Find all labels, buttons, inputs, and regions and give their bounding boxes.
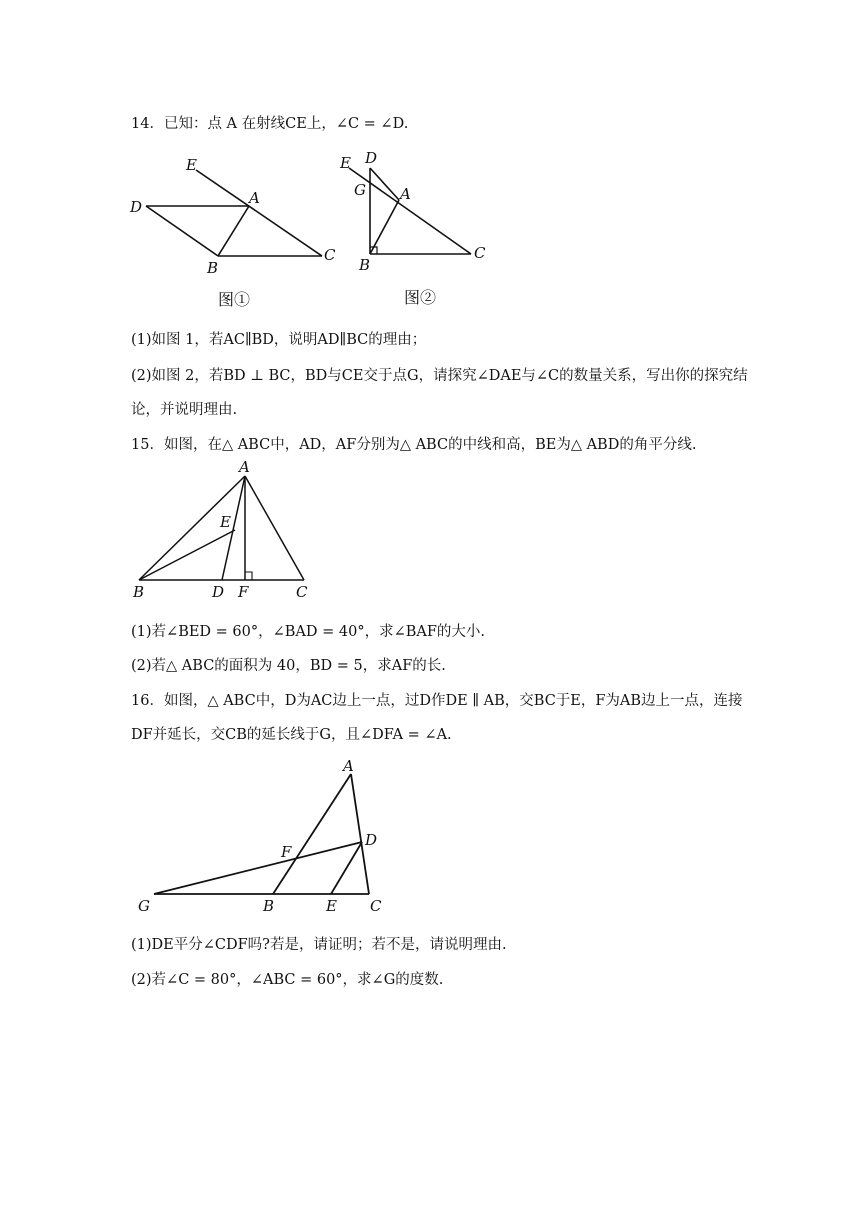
q14-part2-line1: (2)如图 2，若BD ⊥ BC，BD与CE交于点G，请探究∠DAE与∠C的数量关系，写出你的探究结 — [131, 368, 748, 384]
fig2-label-C: C — [474, 244, 486, 262]
fig2-caption: 图② — [404, 288, 437, 307]
q15-stem: 15．如图，在△ ABC中，AD，AF分别为△ ABC的中线和高，BE为△ ABD的角平分线. — [131, 437, 697, 453]
fig1-caption: 图① — [218, 290, 251, 309]
q14-part2-line2: 论，并说明理由. — [131, 402, 238, 418]
fig1-label-A: A — [249, 189, 260, 207]
fig1-label-D: D — [130, 198, 143, 216]
fig1-label-B: B — [207, 259, 219, 277]
fig16-label-C: C — [370, 897, 382, 915]
fig16-label-E: E — [326, 897, 337, 915]
q14-stem: 14．已知：点 A 在射线CE上，∠C = ∠D. — [131, 116, 409, 132]
fig15-label-E: E — [220, 513, 231, 531]
fig15-label-C: C — [296, 583, 308, 601]
fig15-label-F: F — [238, 583, 249, 601]
fig1-label-C: C — [324, 246, 336, 264]
fig15-label-D: D — [212, 583, 225, 601]
q15-part1: (1)若∠BED = 60°，∠BAD = 40°，求∠BAF的大小. — [131, 624, 486, 640]
fig16-label-F: F — [281, 843, 292, 861]
fig2-label-B: B — [359, 256, 371, 274]
fig15-label-A: A — [239, 458, 250, 476]
fig2-label-D: D — [365, 149, 378, 167]
fig16-label-D: D — [365, 831, 378, 849]
fig2-label-G: G — [354, 181, 366, 199]
q16-part2: (2)若∠C = 80°，∠ABC = 60°，求∠G的度数. — [131, 972, 444, 988]
fig2-label-E: E — [340, 154, 351, 172]
fig2-label-A: A — [400, 185, 411, 203]
fig15-label-B: B — [133, 583, 145, 601]
q15-part2: (2)若△ ABC的面积为 40，BD = 5，求AF的长. — [131, 658, 446, 674]
fig16-label-G: G — [138, 897, 150, 915]
fig1-label-E: E — [186, 156, 197, 174]
q16-stem-line2: DF并延长，交CB的延长线于G，且∠DFA = ∠A. — [131, 727, 452, 743]
q16-part1: (1)DE平分∠CDF吗?若是，请证明；若不是，请说明理由. — [131, 937, 507, 953]
q14-part1: (1)如图 1，若AC∥BD，说明AD∥BC的理由； — [131, 332, 427, 348]
fig16-label-A: A — [343, 757, 354, 775]
q16-stem-line1: 16．如图，△ ABC中，D为AC边上一点，过D作DE ∥ AB，交BC于E，F为AB边上一点，连接 — [131, 693, 743, 709]
fig16-label-B: B — [263, 897, 275, 915]
